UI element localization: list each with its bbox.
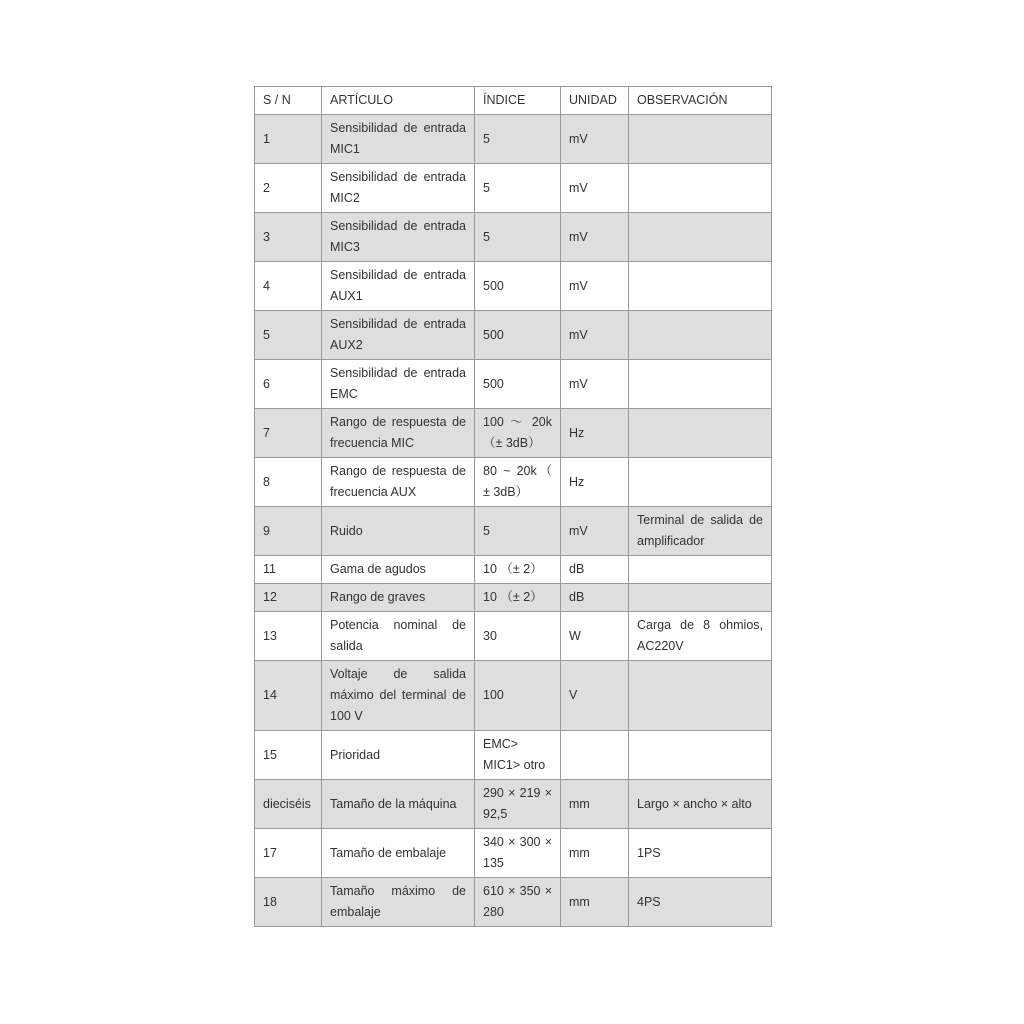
- cell-index: 5: [475, 164, 561, 213]
- cell-index: EMC> MIC1> otro: [475, 731, 561, 780]
- cell-sn: 11: [255, 556, 322, 584]
- cell-sn: 18: [255, 878, 322, 927]
- cell-unit: [561, 731, 629, 780]
- cell-sn: 5: [255, 311, 322, 360]
- cell-note: [629, 458, 772, 507]
- table-row: [255, 780, 772, 829]
- cell-item: Rango de respuesta de frecuencia AUX: [322, 458, 475, 507]
- cell-note: 1PS: [629, 829, 772, 878]
- cell-note: 4PS: [629, 878, 772, 927]
- cell-sn: dieciséis: [255, 780, 322, 829]
- table-row: [255, 661, 772, 731]
- cell-unit: mm: [561, 829, 629, 878]
- table-header-row: [255, 87, 772, 115]
- cell-item: Sensibilidad de entrada MIC1: [322, 115, 475, 164]
- cell-sn: 12: [255, 584, 322, 612]
- cell-index: 500: [475, 360, 561, 409]
- cell-unit: mV: [561, 262, 629, 311]
- cell-note: [629, 661, 772, 731]
- table-row: [255, 878, 772, 927]
- cell-index: 610 × 350 × 280: [475, 878, 561, 927]
- cell-index: 10 （± 2）: [475, 556, 561, 584]
- cell-item: Voltaje de salida máximo del terminal de 100 V: [322, 661, 475, 731]
- cell-note: [629, 731, 772, 780]
- cell-unit: mV: [561, 115, 629, 164]
- table-row: [255, 360, 772, 409]
- cell-index: 500: [475, 262, 561, 311]
- table-row: [255, 612, 772, 661]
- table-body: [255, 115, 772, 927]
- cell-item: Tamaño máximo de embalaje: [322, 878, 475, 927]
- cell-sn: 6: [255, 360, 322, 409]
- cell-index: 5: [475, 115, 561, 164]
- header-sn: S / N: [255, 87, 322, 115]
- table-row: [255, 507, 772, 556]
- cell-unit: mV: [561, 507, 629, 556]
- cell-sn: 15: [255, 731, 322, 780]
- cell-note: [629, 409, 772, 458]
- cell-note: [629, 262, 772, 311]
- cell-unit: Hz: [561, 409, 629, 458]
- cell-item: Sensibilidad de entrada MIC2: [322, 164, 475, 213]
- cell-index: 100: [475, 661, 561, 731]
- spec-table: [254, 86, 772, 927]
- cell-sn: 8: [255, 458, 322, 507]
- cell-index: 290 × 219 × 92,5: [475, 780, 561, 829]
- cell-note: [629, 584, 772, 612]
- cell-sn: 4: [255, 262, 322, 311]
- cell-unit: dB: [561, 556, 629, 584]
- cell-item: Sensibilidad de entrada AUX1: [322, 262, 475, 311]
- cell-note: Terminal de salida de amplificador: [629, 507, 772, 556]
- table-row: [255, 311, 772, 360]
- cell-note: [629, 360, 772, 409]
- cell-item: Tamaño de embalaje: [322, 829, 475, 878]
- cell-sn: 1: [255, 115, 322, 164]
- cell-unit: W: [561, 612, 629, 661]
- header-unit: UNIDAD: [561, 87, 629, 115]
- cell-unit: Hz: [561, 458, 629, 507]
- cell-note: [629, 164, 772, 213]
- table-row: [255, 164, 772, 213]
- cell-note: [629, 213, 772, 262]
- cell-index: 340 × 300 × 135: [475, 829, 561, 878]
- table-row: [255, 458, 772, 507]
- cell-item: Tamaño de la máquina: [322, 780, 475, 829]
- table-row: [255, 409, 772, 458]
- cell-unit: mV: [561, 360, 629, 409]
- cell-unit: mV: [561, 164, 629, 213]
- cell-note: [629, 115, 772, 164]
- table-row: [255, 584, 772, 612]
- cell-sn: 13: [255, 612, 322, 661]
- cell-note: Largo × ancho × alto: [629, 780, 772, 829]
- cell-unit: V: [561, 661, 629, 731]
- cell-sn: 14: [255, 661, 322, 731]
- cell-index: 5: [475, 213, 561, 262]
- cell-note: [629, 556, 772, 584]
- cell-item: Sensibilidad de entrada EMC: [322, 360, 475, 409]
- cell-index: 30: [475, 612, 561, 661]
- cell-sn: 7: [255, 409, 322, 458]
- cell-item: Potencia nominal de salida: [322, 612, 475, 661]
- cell-index: 10 （± 2）: [475, 584, 561, 612]
- table-row: [255, 213, 772, 262]
- header-note: OBSERVACIÓN: [629, 87, 772, 115]
- cell-sn: 3: [255, 213, 322, 262]
- cell-sn: 17: [255, 829, 322, 878]
- cell-item: Rango de respuesta de frecuencia MIC: [322, 409, 475, 458]
- cell-sn: 2: [255, 164, 322, 213]
- cell-item: Ruido: [322, 507, 475, 556]
- table-row: [255, 262, 772, 311]
- table-row: [255, 731, 772, 780]
- cell-unit: dB: [561, 584, 629, 612]
- cell-note: [629, 311, 772, 360]
- cell-sn: 9: [255, 507, 322, 556]
- cell-index: 80 ~ 20k（ ± 3dB）: [475, 458, 561, 507]
- cell-unit: mm: [561, 780, 629, 829]
- table-row: [255, 829, 772, 878]
- cell-unit: mV: [561, 311, 629, 360]
- header-item: ARTÍCULO: [322, 87, 475, 115]
- table-row: [255, 115, 772, 164]
- cell-unit: mV: [561, 213, 629, 262]
- cell-item: Sensibilidad de entrada AUX2: [322, 311, 475, 360]
- cell-note: Carga de 8 ohmios, AC220V: [629, 612, 772, 661]
- cell-unit: mm: [561, 878, 629, 927]
- cell-index: 100 ～ 20k （± 3dB）: [475, 409, 561, 458]
- cell-item: Gama de agudos: [322, 556, 475, 584]
- header-index: ÍNDICE: [475, 87, 561, 115]
- cell-index: 500: [475, 311, 561, 360]
- cell-item: Rango de graves: [322, 584, 475, 612]
- table-row: [255, 556, 772, 584]
- cell-item: Sensibilidad de entrada MIC3: [322, 213, 475, 262]
- cell-item: Prioridad: [322, 731, 475, 780]
- cell-index: 5: [475, 507, 561, 556]
